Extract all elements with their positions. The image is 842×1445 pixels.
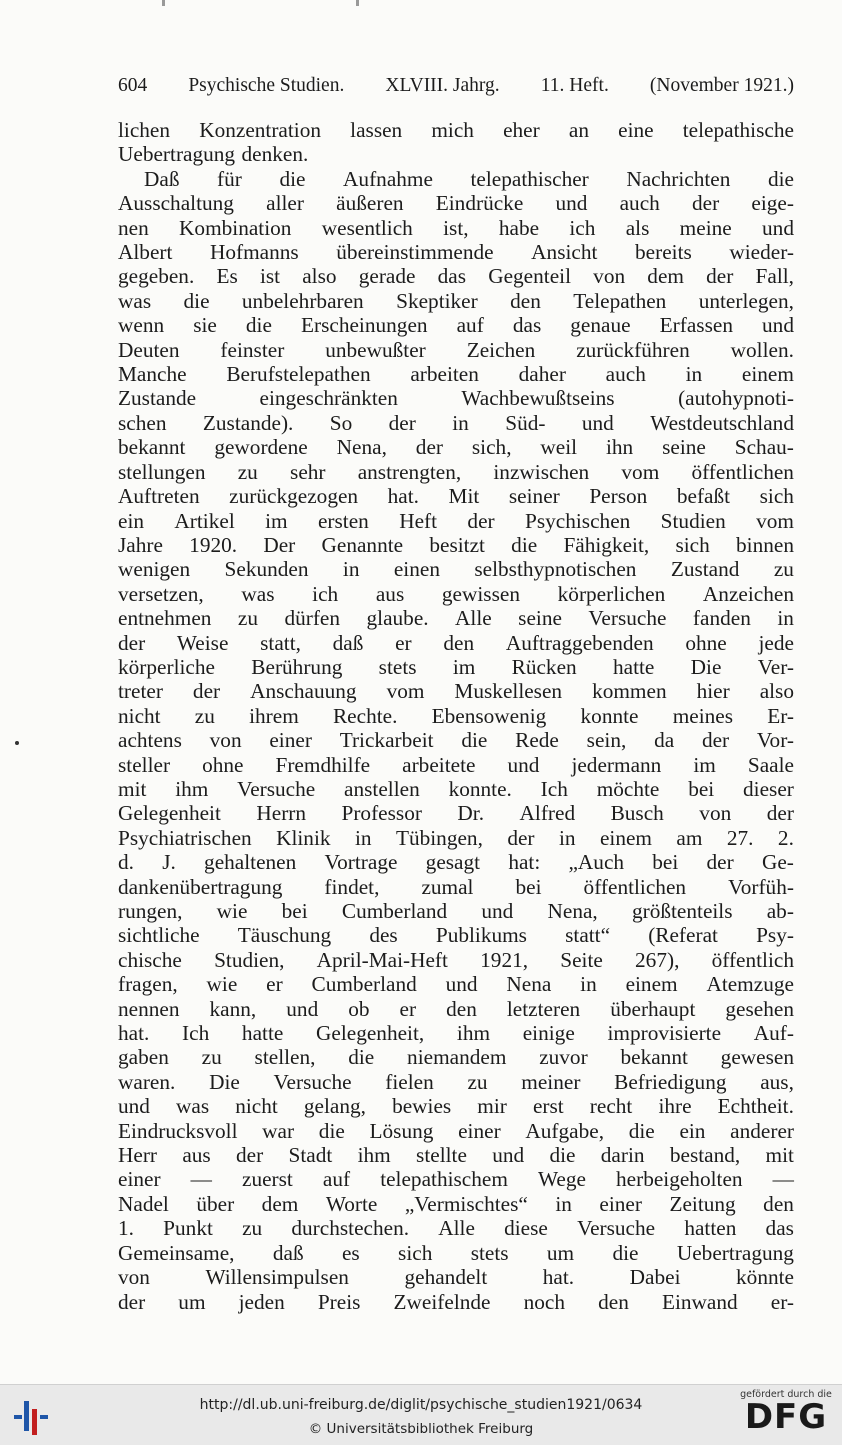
text-line: Albert Hofmanns übereinstimmende Ansicht bereits wieder-	[118, 240, 794, 265]
text-line: Zustande eingeschränkten Wachbewußtseins (autohypnoti-	[118, 386, 794, 411]
text-line: gaben zu stellen, die niemandem zuvor bekannt gewesen	[118, 1045, 794, 1070]
text-line: steller ohne Fremdhilfe arbeitete und jedermann im Saale	[118, 752, 794, 777]
text-line: Ausschaltung aller äußeren Eindrücke und auch der eige-	[118, 191, 794, 216]
text-line: mit ihm Versuche anstellen konnte. Ich möchte bei dieser	[118, 776, 794, 801]
text-line: treter der Anschauung vom Muskellesen kommen hier also	[118, 679, 794, 704]
dfg-caption: gefördert durch die	[740, 1389, 832, 1400]
text-line: Herr aus der Stadt ihm stellte und die darin bestand, mit	[118, 1143, 794, 1168]
text-line: Nadel über dem Worte „Vermischtes“ in einer Zeitung den	[118, 1191, 794, 1216]
text-line: Psychiatrischen Klinik in Tübingen, der in einem am 27. 2.	[118, 825, 794, 850]
text-line: schen Zustande). So der in Süd- und Westdeutschland	[118, 410, 794, 435]
text-line: von Willensimpulsen gehandelt hat. Dabei könnte	[118, 1265, 794, 1290]
text-line: körperliche Berührung stets im Rücken hatte Die Ver-	[118, 654, 794, 679]
text-line: Gelegenheit Herrn Professor Dr. Alfred Busch von der	[118, 801, 794, 826]
volume: XLVIII. Jahrg.	[385, 75, 500, 96]
text-line: Daß für die Aufnahme telepathischer Nachrichten die	[144, 166, 794, 191]
text-line: bekannt gewordene Nena, der sich, weil ihn seine Schau-	[118, 435, 794, 460]
text-line: dankenübertragung findet, zumal bei öffentlichen Vorfüh-	[118, 874, 794, 899]
text-line: was die unbelehrbaren Skeptiker den Telepathen unterlegen,	[118, 288, 794, 313]
page-number: 604	[118, 75, 148, 96]
scan-artifact	[356, 0, 359, 6]
running-header	[118, 72, 794, 100]
dfg-logo	[740, 1389, 832, 1437]
text-line: chische Studien, April-Mai-Heft 1921, Seite 267), öffentlich	[118, 947, 794, 972]
text-line: versetzen, was ich aus gewissen körperlichen Anzeichen	[118, 581, 794, 606]
dfg-logo-text: DFG	[744, 1397, 828, 1437]
text-line: Auftreten zurückgezogen hat. Mit seiner Person befaßt sich	[118, 484, 794, 509]
text-line: Uebertragung denken.	[118, 142, 309, 167]
text-line: Gemeinsame, daß es sich stets um die Uebertragung	[118, 1240, 794, 1265]
text-line: waren. Die Versuche fielen zu meiner Befriedigung aus,	[118, 1069, 794, 1094]
text-line: Manche Berufstelepathen arbeiten daher auch in einem	[118, 362, 794, 387]
text-line: rungen, wie bei Cumberland und Nena, größtenteils ab-	[118, 899, 794, 923]
text-line: sichtliche Täuschung des Publikums statt“ (Referat Psy-	[118, 923, 794, 948]
text-line: der Weise statt, daß er den Auftraggebenden ohne jede	[118, 630, 794, 655]
journal-title: Psychische Studien.	[188, 75, 345, 96]
body-text	[118, 118, 794, 1314]
copyright-notice: © Universitätsbibliothek Freiburg	[308, 1421, 534, 1437]
text-line: einer — zuerst auf telepathischem Wege herbeigeholten —	[118, 1167, 794, 1192]
scan-artifact	[162, 0, 165, 6]
text-line: nennen kann, und ob er den letzteren überhaupt gesehen	[118, 996, 794, 1021]
text-line: fragen, wie er Cumberland und Nena in einem Atemzuge	[118, 972, 794, 997]
text-line: Jahre 1920. Der Genannte besitzt die Fähigkeit, sich binnen	[118, 532, 794, 557]
text-line: wenigen Sekunden in einen selbsthypnotischen Zustand zu	[118, 557, 794, 582]
text-line: und was nicht gelang, bewies mir erst recht ihre Echtheit.	[118, 1094, 794, 1119]
text-line: ein Artikel im ersten Heft der Psychischen Studien vom	[118, 508, 794, 533]
text-line: stellungen zu sehr anstrengten, inzwischen vom öffentlichen	[118, 459, 794, 484]
text-line: gegeben. Es ist also gerade das Gegenteil von dem der Fall,	[118, 264, 794, 289]
text-line: Deuten feinster unbewußter Zeichen zurückführen wollen.	[118, 337, 794, 362]
text-line: nicht zu ihrem Rechte. Ebensowenig konnte meines Er-	[118, 703, 794, 728]
text-line: Eindrucksvoll war die Lösung einer Aufgabe, die ein anderer	[118, 1118, 794, 1143]
text-line: nen Kombination wesentlich ist, habe ich als meine und	[118, 215, 794, 240]
text-line: wenn sie die Erscheinungen auf das genaue Erfassen und	[118, 313, 794, 338]
source-url-link[interactable]: http://dl.ub.uni-freiburg.de/diglit/psychische_studien1921/0634	[199, 1397, 643, 1413]
issue-date: (November 1921.)	[649, 75, 794, 96]
margin-mark	[15, 741, 19, 745]
footer-bar	[0, 1384, 842, 1445]
text-line: 1. Punkt zu durchstechen. Alle diese Versuche hatten das	[118, 1216, 794, 1241]
text-line: achtens von einer Trickarbeit die Rede sein, da der Vor-	[118, 728, 794, 753]
text-line: hat. Ich hatte Gelegenheit, ihm einige improvisierte Auf-	[118, 1021, 794, 1046]
text-line: lichen Konzentration lassen mich eher an eine telepathische	[118, 118, 794, 142]
text-line: entnehmen zu dürfen glaube. Alle seine Versuche fanden in	[118, 606, 794, 631]
issue: 11. Heft.	[540, 75, 609, 96]
text-line: der um jeden Preis Zweifelnde noch den Einwand er-	[118, 1289, 794, 1314]
text-line: d. J. gehaltenen Vortrage gesagt hat: „Auch bei der Ge-	[118, 850, 794, 875]
